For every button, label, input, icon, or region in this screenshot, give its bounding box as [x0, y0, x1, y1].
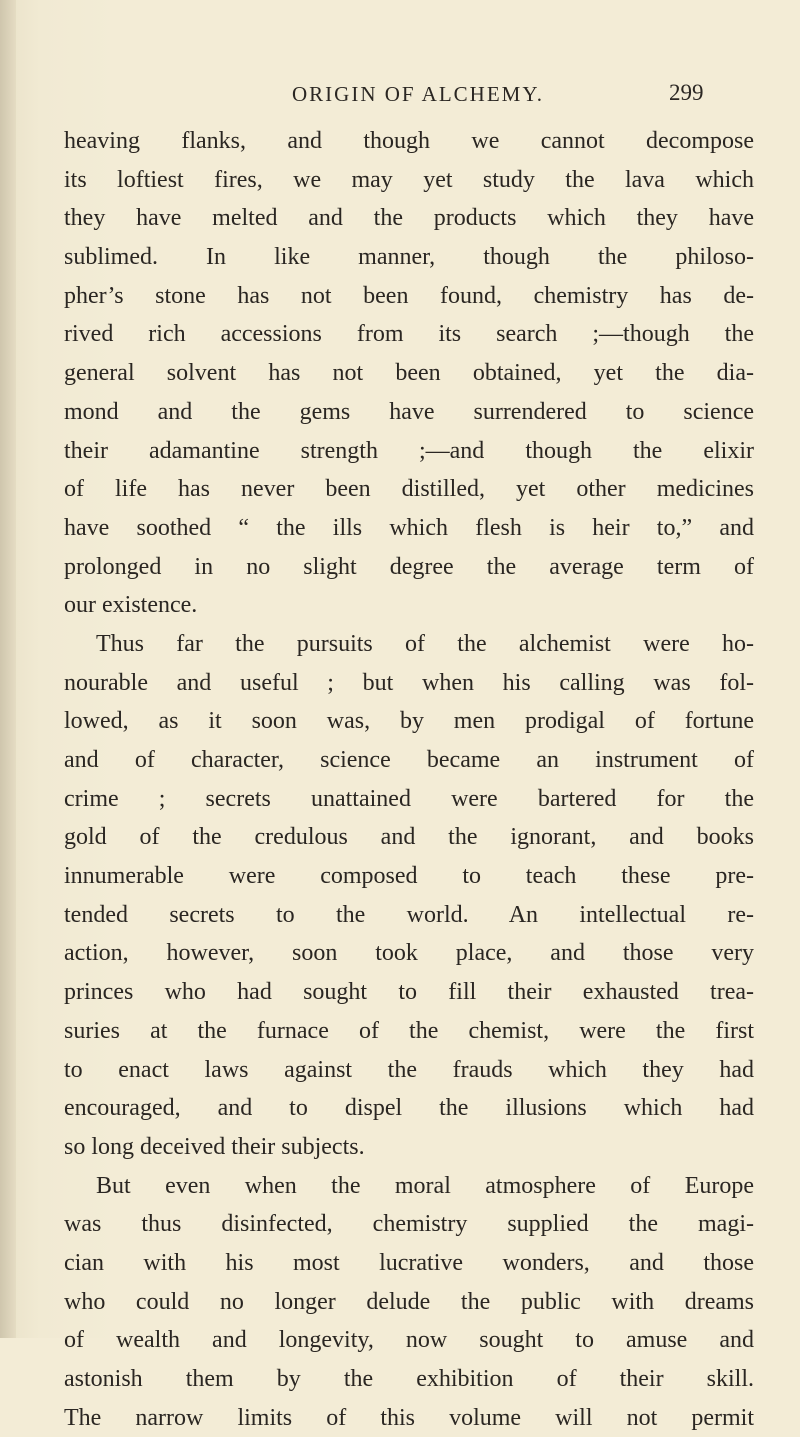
text-line: nourable and useful ; but when his calling was fol- — [64, 669, 754, 696]
text-line: prolonged in no slight degree the average term of — [64, 553, 754, 580]
text-line: so long deceived their subjects. — [64, 1133, 365, 1160]
text-line: Thus far the pursuits of the alchemist were ho- — [96, 630, 754, 657]
text-line: encouraged, and to dispel the illusions which had — [64, 1095, 754, 1122]
text-line: tended secrets to the world. An intellectual re- — [64, 901, 754, 928]
text-line: of wealth and longevity, now sought to amuse and — [64, 1327, 754, 1354]
text-line: crime ; secrets unattained were bartered for the — [64, 785, 754, 812]
text-line: have soothed “ the ills which flesh is heir to,” and — [64, 514, 754, 541]
text-line: to enact laws against the frauds which they had — [64, 1056, 754, 1083]
text-line: The narrow limits of this volume will not permit — [64, 1404, 754, 1431]
text-line: lowed, as it soon was, by men prodigal of fortune — [64, 708, 754, 735]
text-line: princes who had sought to fill their exhausted trea- — [64, 979, 754, 1006]
text-line: they have melted and the products which they have — [64, 205, 754, 232]
text-line: heaving flanks, and though we cannot decompose — [64, 128, 754, 154]
running-head: ORIGIN OF ALCHEMY. — [292, 82, 545, 106]
text-line: was thus disinfected, chemistry supplied the magi- — [64, 1211, 754, 1238]
text-line: suries at the furnace of the chemist, were the first — [64, 1017, 754, 1044]
text-line: gold of the credulous and the ignorant, and books — [64, 824, 754, 851]
page-number: 299 — [669, 80, 704, 105]
text-line: their adamantine strength ;—and though the elixir — [64, 437, 754, 464]
page-spine-shadow — [0, 0, 16, 1338]
text-line: our existence. — [64, 592, 198, 619]
text-line: mond and the gems have surrendered to science — [64, 398, 754, 425]
text-line: innumerable were composed to teach these pre- — [64, 863, 754, 890]
text-line: pher’s stone has not been found, chemistry has de- — [64, 282, 754, 309]
text-line: rived rich accessions from its search ;—though the — [64, 321, 754, 348]
text-line: who could no longer delude the public with dreams — [64, 1288, 754, 1315]
text-line: its loftiest fires, we may yet study the lava which — [64, 166, 754, 193]
text-line: general solvent has not been obtained, yet the dia- — [64, 360, 754, 387]
text-line: But even when the moral atmosphere of Europe — [96, 1172, 754, 1199]
text-line: and of character, science became an instrument of — [64, 747, 754, 773]
text-line: astonish them by the exhibition of their skill. — [64, 1366, 754, 1392]
page-header — [0, 78, 800, 118]
text-line: sublimed. In like manner, though the philoso- — [64, 244, 754, 271]
text-line: action, however, soon took place, and those very — [64, 940, 754, 967]
body-text — [64, 122, 754, 1431]
text-line: cian with his most lucrative wonders, and those — [64, 1249, 754, 1276]
text-line: of life has never been distilled, yet other medicines — [64, 476, 754, 503]
